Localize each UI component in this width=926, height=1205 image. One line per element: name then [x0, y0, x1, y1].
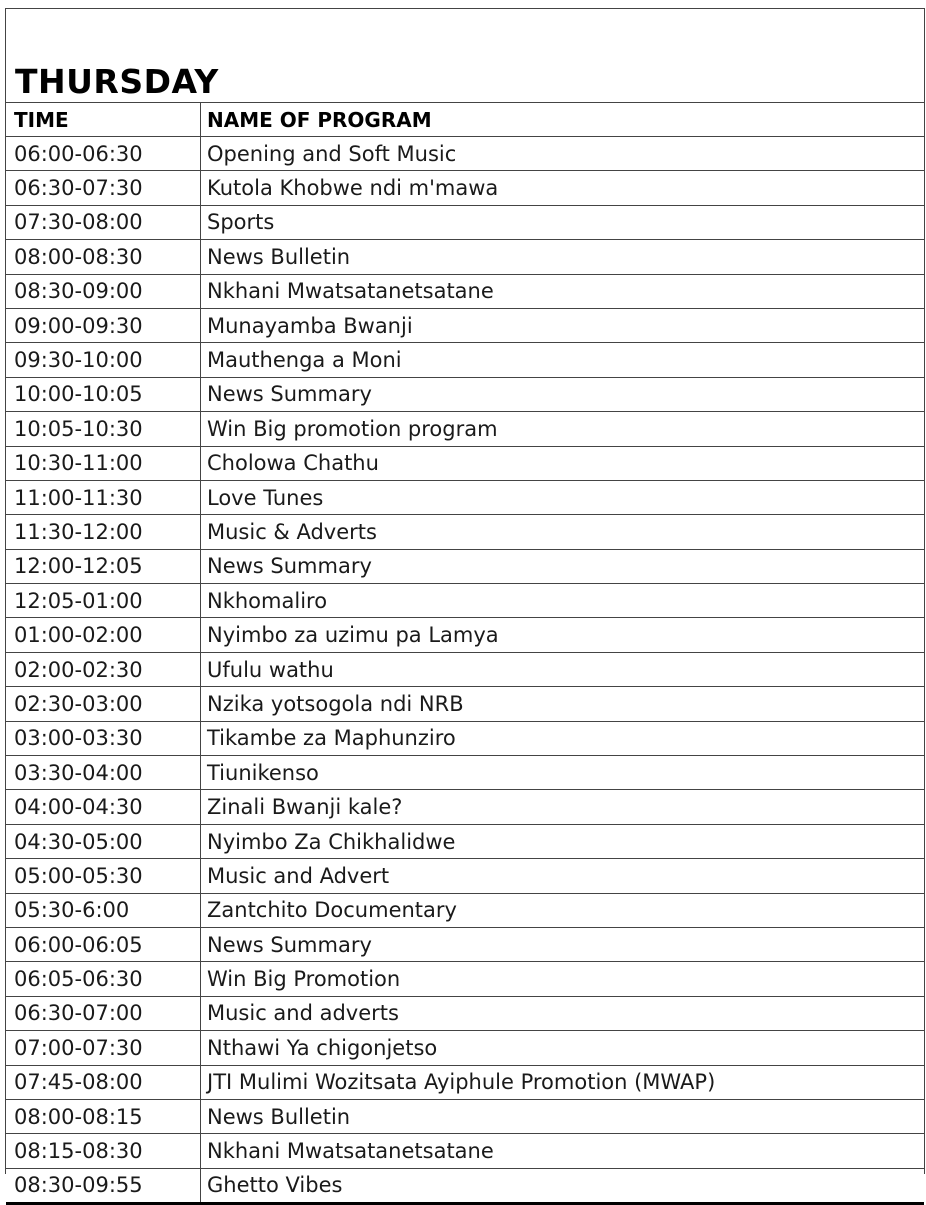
program-cell: Music and adverts — [201, 996, 925, 1030]
program-cell: News Bulletin — [201, 1099, 925, 1133]
program-cell: Tiunikenso — [201, 756, 925, 790]
schedule-row — [6, 859, 924, 893]
schedule-row — [6, 137, 924, 171]
time-cell: 08:15-08:30 — [6, 1134, 201, 1168]
time-cell: 04:00-04:30 — [6, 790, 201, 824]
program-cell: JTI Mulimi Wozitsata Ayiphule Promotion (MWAP) — [201, 1065, 925, 1099]
time-cell: 02:30-03:00 — [6, 687, 201, 721]
program-cell: News Summary — [201, 377, 925, 411]
program-cell: Ghetto Vibes — [201, 1168, 925, 1203]
schedule-row — [6, 1031, 924, 1065]
time-cell: 08:30-09:00 — [6, 274, 201, 308]
header-row — [6, 103, 924, 137]
schedule-row — [6, 962, 924, 996]
time-cell: 07:30-08:00 — [6, 205, 201, 239]
day-title: THURSDAY — [15, 62, 219, 101]
program-cell: News Bulletin — [201, 240, 925, 274]
schedule-row — [6, 687, 924, 721]
program-cell: Kutola Khobwe ndi m'mawa — [201, 171, 925, 205]
time-cell: 02:00-02:30 — [6, 652, 201, 686]
program-cell: Nthawi Ya chigonjetso — [201, 1031, 925, 1065]
time-cell: 10:05-10:30 — [6, 412, 201, 446]
schedule-row — [6, 996, 924, 1030]
program-cell: Zantchito Documentary — [201, 893, 925, 927]
schedule-row — [6, 308, 924, 342]
program-cell: Nkhani Mwatsatanetsatane — [201, 1134, 925, 1168]
time-cell: 06:00-06:30 — [6, 137, 201, 171]
program-cell: Mauthenga a Moni — [201, 343, 925, 377]
program-cell: Ufulu wathu — [201, 652, 925, 686]
time-cell: 06:00-06:05 — [6, 927, 201, 961]
time-cell: 05:00-05:30 — [6, 859, 201, 893]
program-cell: Nyimbo Za Chikhalidwe — [201, 824, 925, 858]
time-cell: 08:00-08:15 — [6, 1099, 201, 1133]
schedule-row — [6, 824, 924, 858]
program-cell: Win Big promotion program — [201, 412, 925, 446]
schedule-row — [6, 893, 924, 927]
schedule-row — [6, 480, 924, 514]
schedule-table — [6, 103, 924, 1205]
program-cell: Munayamba Bwanji — [201, 308, 925, 342]
schedule-row — [6, 446, 924, 480]
schedule-row — [6, 790, 924, 824]
time-cell: 10:00-10:05 — [6, 377, 201, 411]
program-cell: Cholowa Chathu — [201, 446, 925, 480]
schedule-row — [6, 756, 924, 790]
title-row — [6, 9, 924, 103]
schedule-row — [6, 1134, 924, 1168]
time-cell: 03:30-04:00 — [6, 756, 201, 790]
program-cell: Music & Adverts — [201, 515, 925, 549]
time-cell: 01:00-02:00 — [6, 618, 201, 652]
schedule-row — [6, 1065, 924, 1099]
time-cell: 10:30-11:00 — [6, 446, 201, 480]
schedule-row — [6, 721, 924, 755]
time-cell: 09:30-10:00 — [6, 343, 201, 377]
schedule-row — [6, 412, 924, 446]
program-cell: Zinali Bwanji kale? — [201, 790, 925, 824]
schedule-row — [6, 343, 924, 377]
program-cell: Music and Advert — [201, 859, 925, 893]
program-cell: Sports — [201, 205, 925, 239]
time-cell: 06:05-06:30 — [6, 962, 201, 996]
program-cell: Nkhani Mwatsatanetsatane — [201, 274, 925, 308]
time-cell: 12:05-01:00 — [6, 584, 201, 618]
time-cell: 06:30-07:00 — [6, 996, 201, 1030]
schedule-row — [6, 274, 924, 308]
schedule-row — [6, 377, 924, 411]
schedule-row — [6, 652, 924, 686]
schedule-row — [6, 240, 924, 274]
time-cell: 04:30-05:00 — [6, 824, 201, 858]
schedule-row — [6, 1099, 924, 1133]
schedule-row — [6, 549, 924, 583]
program-cell: Win Big Promotion — [201, 962, 925, 996]
schedule-row — [6, 1168, 924, 1203]
program-cell: Nzika yotsogola ndi NRB — [201, 687, 925, 721]
program-column-header: NAME OF PROGRAM — [201, 103, 925, 137]
schedule-sheet — [5, 8, 925, 1198]
schedule-row — [6, 618, 924, 652]
time-cell: 03:00-03:30 — [6, 721, 201, 755]
time-cell: 05:30-6:00 — [6, 893, 201, 927]
schedule-row — [6, 515, 924, 549]
time-cell: 08:00-08:30 — [6, 240, 201, 274]
schedule-row — [6, 171, 924, 205]
schedule-row — [6, 205, 924, 239]
time-cell: 12:00-12:05 — [6, 549, 201, 583]
schedule-row — [6, 927, 924, 961]
time-cell: 08:30-09:55 — [6, 1168, 201, 1203]
program-cell: News Summary — [201, 549, 925, 583]
program-cell: Tikambe za Maphunziro — [201, 721, 925, 755]
time-cell: 09:00-09:30 — [6, 308, 201, 342]
program-cell: News Summary — [201, 927, 925, 961]
schedule-row — [6, 584, 924, 618]
time-cell: 11:00-11:30 — [6, 480, 201, 514]
time-column-header: TIME — [6, 103, 201, 137]
time-cell: 11:30-12:00 — [6, 515, 201, 549]
program-cell: Nyimbo za uzimu pa Lamya — [201, 618, 925, 652]
time-cell: 07:00-07:30 — [6, 1031, 201, 1065]
program-cell: Nkhomaliro — [201, 584, 925, 618]
time-cell: 07:45-08:00 — [6, 1065, 201, 1099]
program-cell: Love Tunes — [201, 480, 925, 514]
time-cell: 06:30-07:30 — [6, 171, 201, 205]
program-cell: Opening and Soft Music — [201, 137, 925, 171]
